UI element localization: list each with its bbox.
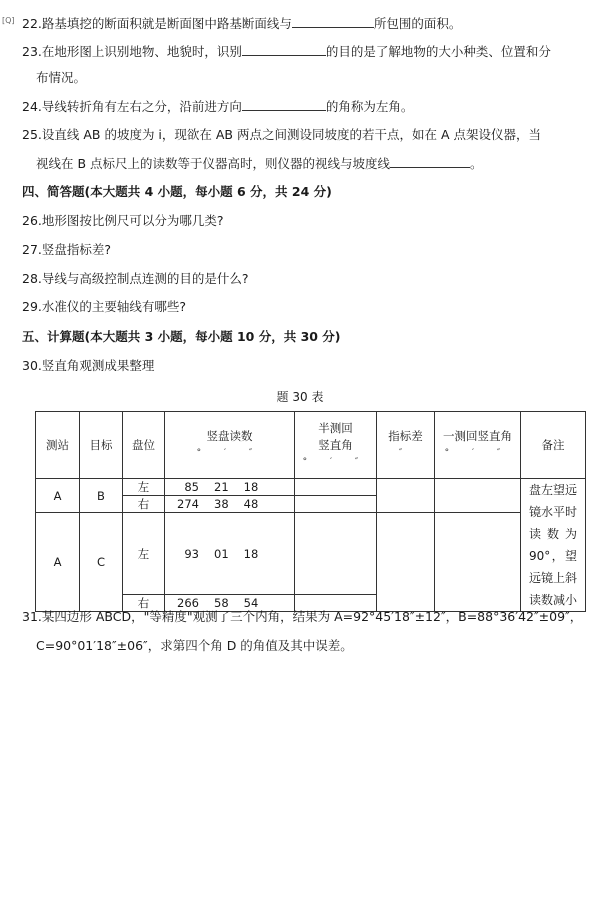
section-4-heading: 四、简答题(本大题共 4 小题，每小题 6 分，共 24 分): [22, 184, 332, 199]
cell-reading: [165, 479, 295, 496]
question-23-continued: 布情况。: [36, 70, 87, 85]
question-31: 31.某四边形 ABCD，"等精度"观测了三个内角，结果为 A=92°45′18″±12″，B=88°36′42″±09″，: [22, 609, 583, 624]
cell-target: C: [80, 513, 123, 612]
cell-reading: [165, 496, 295, 513]
cell-face: 左: [123, 479, 165, 496]
question-22: [22, 14, 588, 33]
reading-deg: 85: [184, 480, 199, 494]
reading-sec: 54: [243, 596, 259, 610]
header-full-units: ° ′ ″: [444, 448, 511, 458]
header-index-label: 指标差: [388, 429, 423, 443]
table-30-caption: 题 30 表: [276, 390, 324, 404]
reading-deg: 266: [177, 596, 199, 610]
question-23: [22, 42, 588, 61]
header-reading-label: 竖盘读数: [206, 429, 253, 443]
header-half-label: 半测回: [318, 420, 353, 435]
reading-min: 21: [214, 480, 229, 494]
question-22-text-a: 22.路基填挖的断面积就是断面图中路基断面线与: [22, 16, 292, 31]
header-face: 盘位: [123, 412, 165, 479]
question-30: 30.竖直角观测成果整理: [22, 358, 155, 373]
cell-station: A: [36, 513, 80, 612]
question-27: 27.竖盘指标差?: [22, 242, 112, 257]
question-25-continued: [36, 154, 588, 173]
cell-full-angle[interactable]: [435, 479, 521, 513]
question-22-text-b: 所包围的面积。: [373, 16, 462, 31]
reading-deg: 274: [177, 497, 199, 511]
cell-index-error[interactable]: [377, 513, 435, 612]
question-24: [22, 97, 588, 116]
section-5-heading: 五、计算题(本大题共 3 小题，每小题 10 分，共 30 分): [22, 329, 341, 344]
reading-min: 58: [214, 596, 229, 610]
header-half-angle: [295, 412, 377, 479]
answer-blank-23[interactable]: [242, 42, 326, 56]
cell-full-angle[interactable]: [435, 513, 521, 612]
header-remark: 备注: [521, 412, 586, 479]
reading-sec: 18: [243, 480, 259, 494]
answer-blank-22[interactable]: [292, 14, 374, 28]
reading-min: 38: [214, 497, 229, 511]
question-31-continued: C=90°01′18″±06″，求第四个角 D 的角值及其中误差。: [36, 638, 353, 653]
cell-station: A: [36, 479, 80, 513]
question-29: 29.水准仪的主要轴线有哪些?: [22, 299, 187, 314]
answer-blank-24[interactable]: [242, 97, 326, 111]
reading-sec: 18: [243, 546, 259, 561]
answer-blank-25[interactable]: [390, 154, 470, 168]
header-full-angle: [435, 412, 521, 479]
question-24-text-b: 的角称为左角。: [325, 99, 414, 114]
header-reading: [165, 412, 295, 479]
question-23-text-b: 的目的是了解地物的大小种类、位置和分: [325, 44, 551, 59]
table-row: [36, 479, 586, 496]
corner-mark: [Q]: [2, 16, 15, 25]
cell-face: 左: [123, 513, 165, 595]
cell-half-angle[interactable]: [295, 496, 377, 513]
reading-deg: 93: [184, 546, 199, 561]
question-26: 26.地形图按比例尺可以分为哪几类?: [22, 213, 224, 228]
header-half-units: ° ′ ″: [302, 456, 369, 467]
table-header-row: [36, 412, 586, 479]
header-index-error: [377, 412, 435, 479]
cell-remark: 盘左望远镜水平时读数为 90°，望远镜上斜读数减小: [521, 479, 586, 612]
reading-sec: 48: [243, 497, 259, 511]
reading-min: 01: [214, 546, 229, 561]
header-half-label-2: 竖直角: [318, 437, 353, 452]
table-30: [35, 411, 586, 612]
header-station: 测站: [36, 412, 80, 479]
cell-face: 右: [123, 496, 165, 513]
cell-reading: [165, 513, 295, 595]
cell-half-angle[interactable]: [295, 513, 377, 595]
cell-index-error[interactable]: [377, 479, 435, 513]
question-23-text-a: 23.在地形图上识别地物、地貌时，识别: [22, 44, 242, 59]
question-25-text-b: 视线在 B 点标尺上的读数等于仪器高时，则仪器的视线与坡度线: [36, 156, 391, 171]
cell-face: 右: [123, 595, 165, 612]
table-row: [36, 513, 586, 595]
question-28: 28.导线与高级控制点连测的目的是什么?: [22, 271, 249, 286]
header-target: 目标: [80, 412, 123, 479]
question-25-text-c: 。: [470, 156, 483, 171]
header-index-units: ″: [398, 448, 413, 458]
header-full-label: 一测回竖直角: [443, 429, 512, 443]
cell-target: B: [80, 479, 123, 513]
cell-half-angle[interactable]: [295, 479, 377, 496]
question-25: 25.设直线 AB 的坡度为 i，现欲在 AB 两点之间测设同坡度的若干点，如在 A 点架设仪器，当: [22, 127, 541, 142]
header-reading-units: ° ′ ″: [196, 448, 263, 458]
question-24-text-a: 24.导线转折角有左右之分，沿前进方向: [22, 99, 242, 114]
